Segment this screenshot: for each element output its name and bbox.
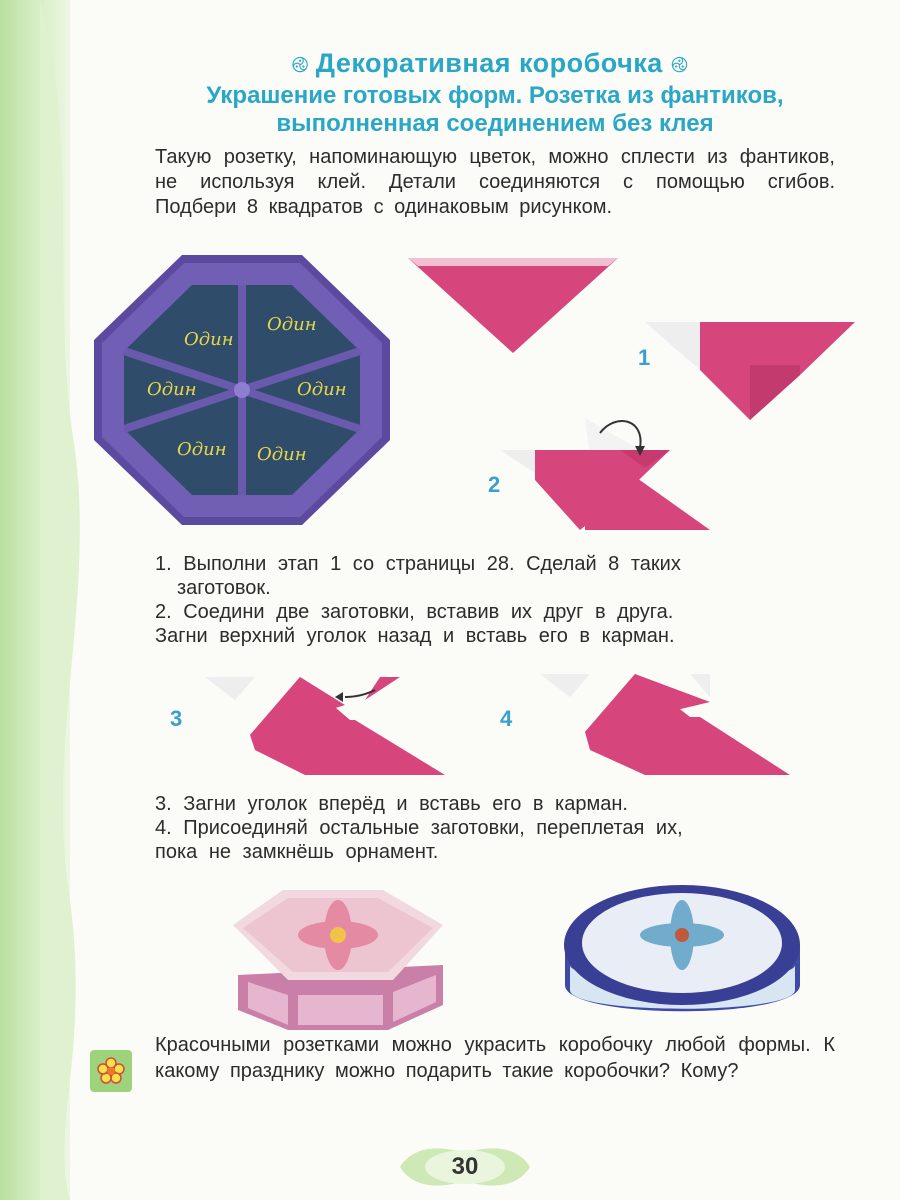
instruction-line-6: 4. Присоединяй остальные заготовки, переплетая их,: [155, 817, 683, 839]
instruction-line-7: пока не замкнёшь орнамент.: [155, 841, 439, 863]
step-2-diagram: [500, 418, 710, 530]
question-flower-icon: [90, 1050, 132, 1092]
step-1-diagram: [645, 320, 855, 420]
step-2-label: 2: [488, 472, 501, 497]
step-1-label: 1: [638, 345, 651, 370]
page-number: 30: [451, 1153, 479, 1180]
instruction-line-3: 2. Соедини две заготовки, вставив их друг в друга.: [155, 601, 674, 623]
instruction-line-5: 3. Загни уголок вперёд и вставь его в карман.: [155, 793, 628, 815]
subtitle-line-1: Украшение готовых форм. Розетка из фантиков,: [206, 82, 784, 109]
step-4-diagram: [540, 672, 790, 775]
subtitle-line-2: выполненная соединением без клея: [276, 110, 714, 137]
rosette-label-5: Один: [177, 439, 227, 460]
rosette-label-1: Один: [184, 329, 234, 350]
instructions-3-4: [155, 792, 835, 864]
rosette-label-3: Один: [297, 379, 347, 400]
step-3-diagram: [205, 675, 445, 775]
round-box-photo: [560, 875, 805, 1035]
green-wave-decoration: [40, 0, 100, 1200]
question-paragraph: Красочными розетками можно украсить коробочку любой формы. К какому празднику можно подарить такие коробочки? Кому?: [155, 1034, 835, 1082]
intro-paragraph: Такую розетку, напоминающую цветок, можно сплести из фантиков, не используя клей. Детали соединяются с помощью сгибов. Подбери 8 квадратов с одинаковым рисунком.: [155, 146, 835, 218]
instruction-line-4: Загни верхний уголок назад и вставь его в карман.: [155, 625, 675, 647]
rosette-label-2: Один: [267, 314, 317, 335]
hexagon-box-photo: [218, 880, 448, 1030]
rosette-label-4: Один: [257, 444, 307, 465]
rosette-label-6: Один: [147, 379, 197, 400]
instruction-line-2: заготовок.: [177, 577, 271, 599]
step-3-label: 3: [170, 706, 183, 731]
rosette-photo: [92, 255, 392, 525]
swirl-left-icon: ࿋: [291, 52, 316, 77]
instruction-line-1: 1. Выполни этап 1 со страницы 28. Сделай 8 таких: [155, 553, 681, 575]
page-title-text: Декоративная коробочка: [315, 48, 663, 78]
fold-triangle-diagram: [408, 258, 618, 353]
lesson-subtitle: [140, 82, 850, 138]
instructions-1-2: [155, 552, 835, 648]
step-4-label: 4: [500, 706, 513, 731]
swirl-right-icon: ࿋: [670, 52, 689, 77]
